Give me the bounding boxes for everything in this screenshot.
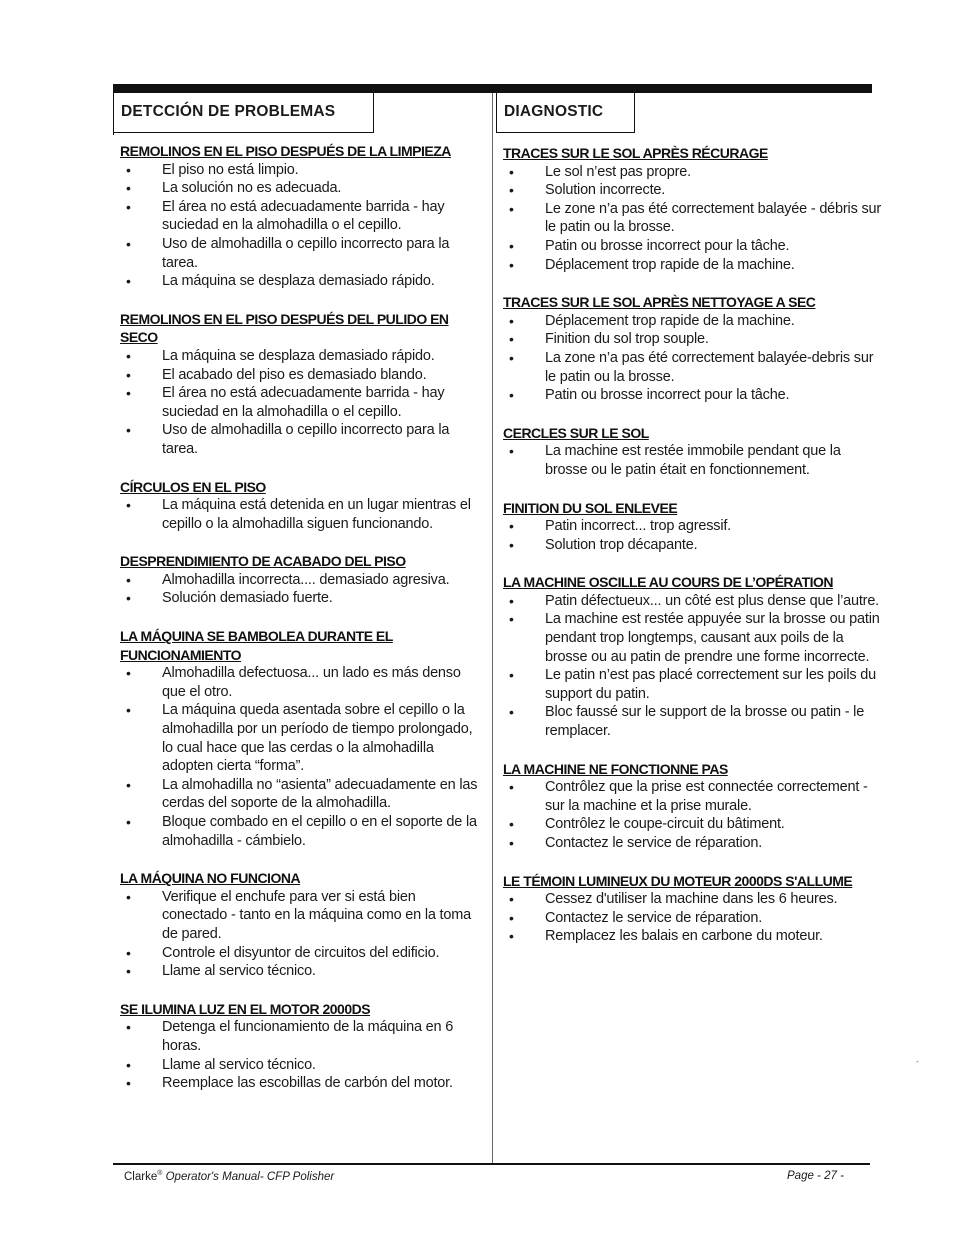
list-item <box>503 834 881 853</box>
list-item-text: Cessez d'utiliser la machine dans les 6 heures. <box>545 891 838 908</box>
list-item-text: Solución demasiado fuerte. <box>162 590 333 607</box>
list-item-text: Bloque combado en el cepillo o en el soporte de la almohadilla - cámbielo. <box>162 814 477 849</box>
bullet-icon: • <box>126 235 131 252</box>
footer-manual-title <box>124 1170 334 1183</box>
list-item <box>120 664 482 701</box>
list-item-text: Le sol n’est pas propre. <box>545 163 691 180</box>
list-item-text: El acabado del piso es demasiado blando. <box>162 366 427 383</box>
list-item-text: La almohadilla no “asienta” adecuadamente en las cerdas del soporte de la almohadilla. <box>162 776 478 812</box>
list-item-text: Controle el disyuntor de circuitos del edificio. <box>162 944 440 961</box>
list-item-text: Patin incorrect... trop agressif. <box>545 518 732 535</box>
bullet-icon: • <box>126 273 131 290</box>
troubleshooting-section <box>120 627 482 850</box>
section-title: REMOLINOS EN EL PISO DESPUÉS DEL PULIDO EN SECO <box>120 310 449 346</box>
bullet-icon: • <box>126 814 131 830</box>
list-item <box>503 536 881 555</box>
bullet-icon: • <box>126 385 131 402</box>
list-item-text: Contactez le service de réparation. <box>545 909 763 926</box>
list-item-text: El área no está adecuadamente barrida - hay suciedad en la almohadilla o el cepillo. <box>162 198 445 234</box>
cause-list <box>120 347 482 459</box>
list-item <box>503 256 881 275</box>
column-divider <box>492 93 493 1163</box>
list-item-text: Le patin n’est pas placé correctement sur les poils du support du patin. <box>545 667 876 702</box>
list-item-text: Verifique el enchufe para ver si está bien conectado - tanto en la máquina como en la toma de pared. <box>162 888 471 942</box>
bullet-icon: • <box>509 779 514 796</box>
list-item <box>120 235 482 272</box>
bullet-icon: • <box>126 1056 131 1073</box>
list-item <box>503 517 881 536</box>
cause-list <box>120 161 482 291</box>
troubleshooting-section <box>503 499 881 555</box>
troubleshooting-section <box>503 424 881 480</box>
bullet-icon: • <box>509 536 514 553</box>
list-item <box>503 181 881 200</box>
bullet-icon: • <box>509 667 514 684</box>
list-item <box>503 666 881 703</box>
list-item-text: Bloc faussé sur le support de la brosse ou patin - le remplacer. <box>545 704 865 740</box>
cause-list <box>120 664 482 850</box>
list-item <box>120 571 482 590</box>
list-item-text: Contactez le service de réparation. <box>545 835 763 851</box>
bullet-icon: • <box>126 497 131 514</box>
list-item <box>503 815 881 834</box>
footer-manual-name: Operator's Manual- CFP Polisher <box>165 1170 335 1183</box>
section-title: LA MÁQUINA SE BAMBOLEA DURANTE EL FUNCIONAMIENTO <box>120 628 393 663</box>
bullet-icon: • <box>126 590 131 607</box>
cause-list <box>503 890 881 946</box>
list-item <box>503 703 881 740</box>
list-item-text: Finition du sol trop souple. <box>545 331 709 348</box>
list-item-text: El piso no está limpio. <box>162 161 299 178</box>
list-item <box>503 330 881 349</box>
list-item <box>503 386 881 405</box>
list-item-text: La máquina se desplaza demasiado rápido. <box>162 347 435 364</box>
list-item <box>503 312 881 331</box>
troubleshooting-section <box>503 872 881 946</box>
bullet-icon: • <box>126 180 131 197</box>
bullet-icon: • <box>509 331 514 348</box>
bullet-icon: • <box>509 611 514 628</box>
list-item-text: El área no está adecuadamente barrida - hay suciedad en la almohadilla o el cepillo. <box>162 385 445 420</box>
list-item-text: Remplacez les balais en carbone du moteur. <box>545 928 823 945</box>
list-item <box>120 1074 482 1093</box>
list-item-text: Reemplace las escobillas de carbón del motor. <box>162 1075 453 1092</box>
list-item <box>120 1056 482 1075</box>
bullet-icon: • <box>509 349 514 366</box>
cause-list <box>120 1018 482 1092</box>
troubleshooting-section <box>503 573 881 740</box>
section-title: REMOLINOS EN EL PISO DESPUÉS DE LA LIMPIEZA <box>120 143 451 159</box>
list-item-text: La máquina queda asentada sobre el cepillo o la almohadilla por un período de tiempo prolongado, lo cual hace que las cerdas o la almohadilla adopten cierta “forma”. <box>162 702 473 775</box>
bullet-icon: • <box>509 928 514 945</box>
registered-mark: ® <box>157 1170 163 1177</box>
bullet-icon: • <box>126 1075 131 1092</box>
troubleshooting-section <box>120 142 482 291</box>
cause-list <box>503 312 881 405</box>
list-item <box>120 1018 482 1055</box>
list-item-text: Llame al servico técnico. <box>162 1056 316 1073</box>
section-title: CERCLES SUR LE SOL <box>503 424 649 441</box>
cause-list <box>503 442 881 479</box>
troubleshooting-section <box>120 552 482 608</box>
troubleshooting-section <box>120 869 482 981</box>
list-item <box>120 888 482 944</box>
list-item <box>120 347 482 366</box>
list-item <box>120 813 482 850</box>
list-item-text: Solution trop décapante. <box>545 536 698 553</box>
list-item <box>503 237 881 256</box>
list-item-text: La máquina está detenida en un lugar mientras el cepillo o la almohadilla siguen funcionando. <box>162 497 471 532</box>
bullet-icon: • <box>126 665 131 682</box>
bullet-icon: • <box>509 816 514 833</box>
bullet-icon: • <box>126 347 131 364</box>
list-item <box>120 944 482 963</box>
section-title: LE TÉMOIN LUMINEUX DU MOTEUR 2000DS S'ALLUME <box>503 872 853 889</box>
footer-rule <box>113 1163 870 1165</box>
bullet-icon: • <box>126 1019 131 1036</box>
list-item-text: La machine est restée immobile pendant que la brosse ou le patin était en fonctionnement. <box>545 443 841 478</box>
list-item <box>503 592 881 611</box>
troubleshooting-section <box>503 760 881 853</box>
list-item-text: La zone n’a pas été correctement balayée-debris sur le patin ou la brosse. <box>545 349 874 385</box>
footer-brand: Clarke <box>124 1170 158 1183</box>
french-troubleshooting-column <box>503 144 881 965</box>
list-item-text: Almohadilla incorrecta.... demasiado agresiva. <box>162 571 450 588</box>
list-item <box>503 927 881 946</box>
list-item <box>120 384 482 421</box>
cause-list <box>120 571 482 608</box>
bullet-icon: • <box>509 256 514 273</box>
list-item <box>120 962 482 981</box>
bullet-icon: • <box>509 443 514 460</box>
bullet-icon: • <box>509 592 514 609</box>
section-title: LA MACHINE OSCILLE AU COURS DE L’OPÉRATION <box>503 574 834 591</box>
section-title: CÍRCULOS EN EL PISO <box>120 478 266 495</box>
bullet-icon: • <box>509 163 514 180</box>
bullet-icon: • <box>509 182 514 199</box>
list-item <box>120 366 482 385</box>
section-title: FINITION DU SOL ENLEVEE <box>503 499 678 516</box>
bullet-icon: • <box>509 891 514 908</box>
section-title: TRACES SUR LE SOL APRÈS NETTOYAGE A SEC <box>503 294 816 311</box>
list-item-text: Detenga el funcionamiento de la máquina en 6 horas. <box>162 1019 454 1054</box>
list-item <box>503 610 881 666</box>
troubleshooting-section <box>120 310 482 459</box>
list-item-text: Patin ou brosse incorrect pour la tâche. <box>545 237 790 254</box>
list-item <box>120 701 482 775</box>
list-item <box>503 909 881 928</box>
cause-list <box>503 778 881 852</box>
bullet-icon: • <box>509 387 514 404</box>
list-item-text: Déplacement trop rapide de la machine. <box>545 312 795 329</box>
troubleshooting-section <box>503 144 881 274</box>
list-item <box>120 776 482 813</box>
bullet-icon: • <box>509 704 514 721</box>
list-item-text: Déplacement trop rapide de la machine. <box>545 256 795 273</box>
troubleshooting-section <box>503 293 881 405</box>
list-item-text: La máquina se desplaza demasiado rápido. <box>162 273 435 290</box>
bullet-icon: • <box>126 161 131 178</box>
bullet-icon: • <box>126 776 131 793</box>
section-title: TRACES SUR LE SOL APRÈS RÉCURAGE <box>503 145 768 161</box>
french-section-heading: DIAGNOSTIC <box>496 93 635 133</box>
cause-list <box>120 888 482 981</box>
list-item-text: Patin défectueux... un côté est plus dense que l’autre. <box>545 592 880 609</box>
bullet-icon: • <box>126 944 131 961</box>
bullet-icon: • <box>126 702 131 719</box>
list-item <box>503 778 881 815</box>
bullet-icon: • <box>509 237 514 254</box>
list-item <box>120 161 482 180</box>
bullet-icon: • <box>126 571 131 588</box>
bullet-icon: • <box>509 200 514 217</box>
list-item-text: Uso de almohadilla o cepillo incorrecto para la tarea. <box>162 422 450 457</box>
list-item-text: Contrôlez le coupe-circuit du bâtiment. <box>545 816 785 833</box>
section-title: LA MÁQUINA NO FUNCIONA <box>120 870 301 887</box>
list-item-text: Le zone n’a pas été correctement balayée - débris sur le patin ou la brosse. <box>545 200 881 236</box>
cause-list <box>503 592 881 741</box>
spanish-section-heading: DETCCIÓN DE PROBLEMAS <box>113 93 374 133</box>
top-rule <box>113 84 872 93</box>
cause-list <box>120 496 482 533</box>
spanish-troubleshooting-column <box>120 142 482 1112</box>
list-item <box>503 890 881 909</box>
list-item <box>120 198 482 235</box>
stray-mark: ´ <box>916 1060 919 1070</box>
list-item <box>120 589 482 608</box>
list-item <box>503 163 881 182</box>
section-title: SE ILUMINA LUZ EN EL MOTOR 2000DS <box>120 1000 371 1017</box>
list-item <box>120 179 482 198</box>
list-item-text: Solution incorrecte. <box>545 182 666 199</box>
bullet-icon: • <box>126 422 131 439</box>
bullet-icon: • <box>509 518 514 535</box>
list-item <box>120 496 482 533</box>
bullet-icon: • <box>126 963 131 980</box>
list-item-text: Almohadilla defectuosa... un lado es más denso que el otro. <box>162 665 461 700</box>
list-item-text: Llame al servico técnico. <box>162 963 316 980</box>
list-item-text: Patin ou brosse incorrect pour la tâche. <box>545 387 790 404</box>
bullet-icon: • <box>126 198 131 215</box>
list-item <box>503 200 881 237</box>
section-title: LA MACHINE NE FONCTIONNE PAS <box>503 760 728 777</box>
bullet-icon: • <box>509 312 514 329</box>
page-number: Page - 27 - <box>787 1170 844 1182</box>
section-title: DESPRENDIMIENTO DE ACABADO DEL PISO <box>120 553 406 570</box>
bullet-icon: • <box>509 909 514 926</box>
cause-list <box>503 163 881 275</box>
list-item <box>503 442 881 479</box>
list-item <box>120 421 482 458</box>
list-item <box>120 272 482 291</box>
list-item-text: Contrôlez que la prise est connectée correctement - sur la machine et la prise murale. <box>545 779 868 814</box>
list-item <box>503 349 881 386</box>
list-item-text: La solución no es adecuada. <box>162 180 342 197</box>
bullet-icon: • <box>509 835 514 851</box>
bullet-icon: • <box>126 888 131 905</box>
bullet-icon: • <box>126 366 131 383</box>
troubleshooting-section <box>120 478 482 534</box>
troubleshooting-section <box>120 1000 482 1093</box>
cause-list <box>503 517 881 554</box>
list-item-text: La machine est restée appuyée sur la brosse ou patin pendant trop longtemps, causant aux poils de la brosse ou au patin de prendre une forme incorrecte. <box>545 611 880 665</box>
list-item-text: Uso de almohadilla o cepillo incorrecto para la tarea. <box>162 235 450 271</box>
